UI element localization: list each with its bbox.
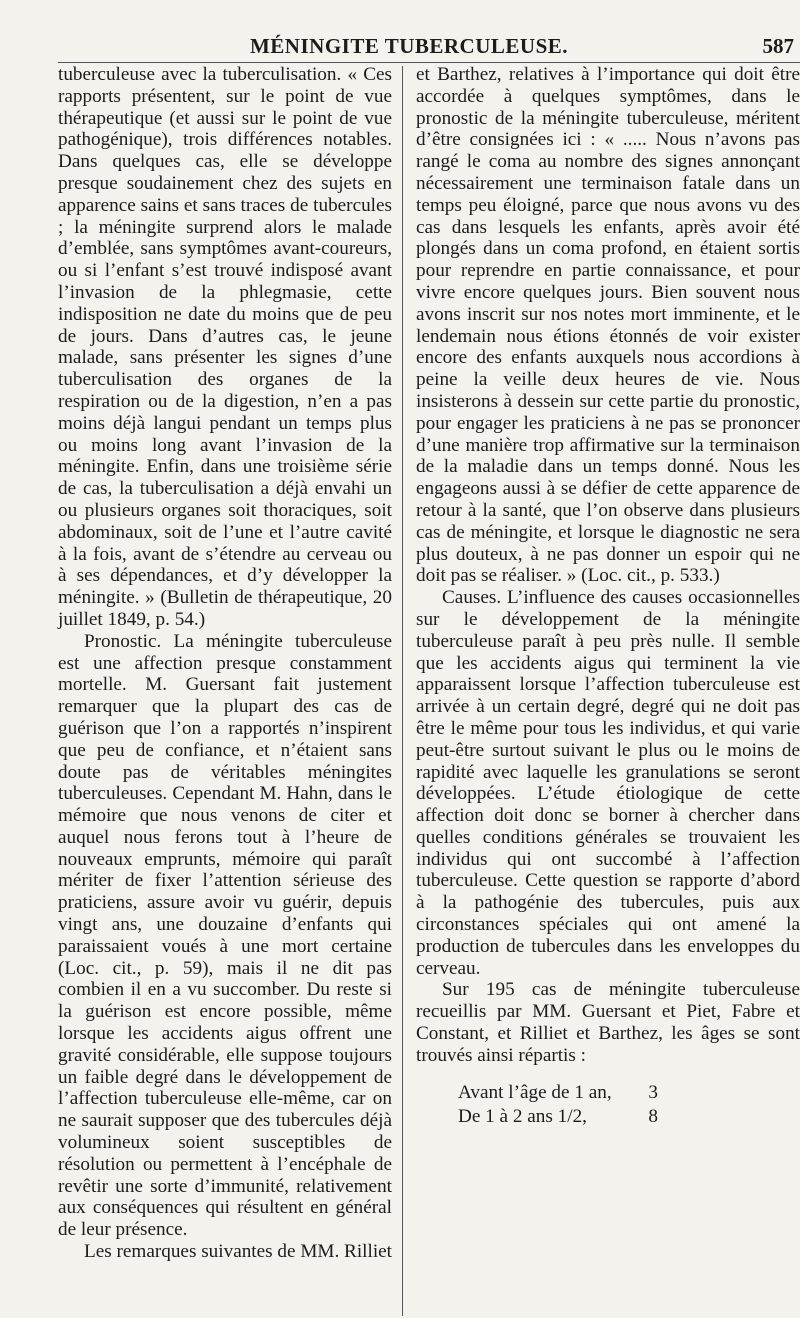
age-table — [458, 1081, 800, 1129]
page-title: MÉNINGITE TUBERCULEUSE. — [249, 34, 569, 58]
page-number: 587 — [762, 34, 794, 58]
column-divider — [402, 66, 403, 1316]
left-paragraph-3: Les remarques suivantes de MM. Rilliet — [84, 1241, 393, 1263]
text-columns — [58, 64, 800, 1318]
age-label: De 1 à 2 ans 1/2, — [458, 1105, 587, 1127]
left-column — [58, 64, 392, 1263]
age-label: Avant l’âge de 1 an, — [458, 1081, 612, 1103]
right-column — [416, 64, 800, 1129]
age-count: 3 — [648, 1081, 658, 1103]
header-rule — [58, 62, 800, 63]
age-count: 8 — [648, 1105, 658, 1127]
right-paragraph-causes: Causes. L’influence des causes occasionnelles sur le développement de la méningite tuberculeuse paraît à peu près nulle. Il semble que les accidents aigus qui terminent la vie apparaissent lorsque l’affection tuberculeuse est arrivée à un certain degré, degré qui ne doit pas être le même pour tous les individus, et qui varie peut-être surtout suivant le plus ou le moins de rapidité avec laquelle les granulations se seront développées. L’étude étiologique de cette affection doit donc se borner à chercher dans quelles conditions générales se trouvaient les individus qui ont succombé à l’affection tuberculeuse. Cette question se rapporte d’abord à la pathogénie des tubercules, puis aux circonstances spéciales qui ont amené la production de tubercules dans les enveloppes du cerveau. — [416, 587, 800, 979]
age-table-row — [458, 1081, 800, 1105]
right-paragraph-3: Sur 195 cas de méningite tuberculeuse recueillis par MM. Guersant et Piet, Fabre et Constant, et Rilliet et Barthez, les âges se sont trouvés ainsi répartis : — [416, 979, 800, 1066]
right-paragraph-1: et Barthez, relatives à l’importance qui doit être accordée à quelques symptômes, dans le pronostic de la méningite tuberculeuse, méritent d’être consignées ici : « ..... Nous n’avons pas rangé le coma au nombre des signes annonçant nécessairement une terminaison fatale dans un temps peu éloigné, parce que nous avons vu des cas dans lesquels les enfants, après avoir été plongés dans un coma profond, en étaient sortis pour reprendre en partie connaissance, et pour vivre encore quelques jours. Bien souvent nous avons inscrit sur nos notes mort imminente, et le lendemain nous étions étonnés de voir exister encore des enfants auxquels nous accordions à peine la veille deux heures de vie. Nous insisterons à dessein sur cette partie du pronostic, pour engager les praticiens à ne pas se prononcer d’une manière trop affirmative sur la terminaison de la maladie dans un temps donné. Nous les engageons aussi à se défier de cette apparence de retour à la santé, que l’on observe dans plusieurs cas de méningite, et lorsque le diagnostic ne sera plus douteux, à ne pas donner un espoir qui ne doit pas se réaliser. » (Loc. cit., p. 533.) — [416, 64, 800, 587]
left-paragraph-1: tuberculeuse avec la tuberculisation. « Ces rapports présentent, sur le point de vue thérapeutique (et aussi sur le point de vue pathogénique), trois différences notables. Dans quelques cas, elle se développe presque soudainement chez des sujets en apparence sains et sans traces de tubercules ; la méningite surprend alors le malade d’emblée, sans symptômes avant-coureurs, ou si l’enfant s’est trouvé indisposé avant l’invasion de la phlegmasie, cette indisposition ne date du moins que de peu de jours. Dans d’autres cas, le jeune malade, sans présenter les signes d’une tuberculisation des organes de la respiration ou de la digestion, n’en a pas moins déjà langui pendant un temps plus ou moins long avant l’invasion de la méningite. Enfin, dans une troisième série de cas, la tuberculisation a déjà envahi un ou plusieurs organes soit thoraciques, soit abdominaux, soit de l’une et l’autre cavité à la fois, avant de s’étendre au cerveau ou à ses dépendances, et d’y développer la méningite. » (Bulletin de thérapeutique, 20 juillet 1849, p. 54.) — [58, 64, 392, 630]
left-paragraph-pronostic: Pronostic. La méningite tuberculeuse est une affection presque constamment mortelle. M. Guersant fait justement remarquer que la plupart des cas de guérison que l’on a rapportés n’inspirent que peu de confiance, et n’étaient sans doute pas de véritables méningites tuberculeuses. Cependant M. Hahn, dans le mémoire que nous venons de citer et auquel nous ferons tout à l’heure de nouveaux emprunts, mémoire qui paraît mériter de fixer l’attention sérieuse des praticiens, assure avoir vu guérir, depuis vingt ans, une douzaine d’enfants qui paraissaient voués à une mort certaine (Loc. cit., p. 59), mais il ne dit pas combien il en a vu succomber. Du reste si la guérison est encore possible, même lorsque les accidents aigus offrent une gravité considérable, elle suppose toujours un faible degré dans le développement de l’affection tuberculeuse elle-même, car on ne saurait supposer que des tubercules déjà volumineux soient susceptibles de résolution ou permettent à l’encéphale de revêtir une sorte d’immunité, relativement aux conséquences qui résultent en général de leur présence. — [58, 630, 392, 1241]
age-table-row — [458, 1105, 800, 1129]
running-head — [58, 0, 800, 62]
